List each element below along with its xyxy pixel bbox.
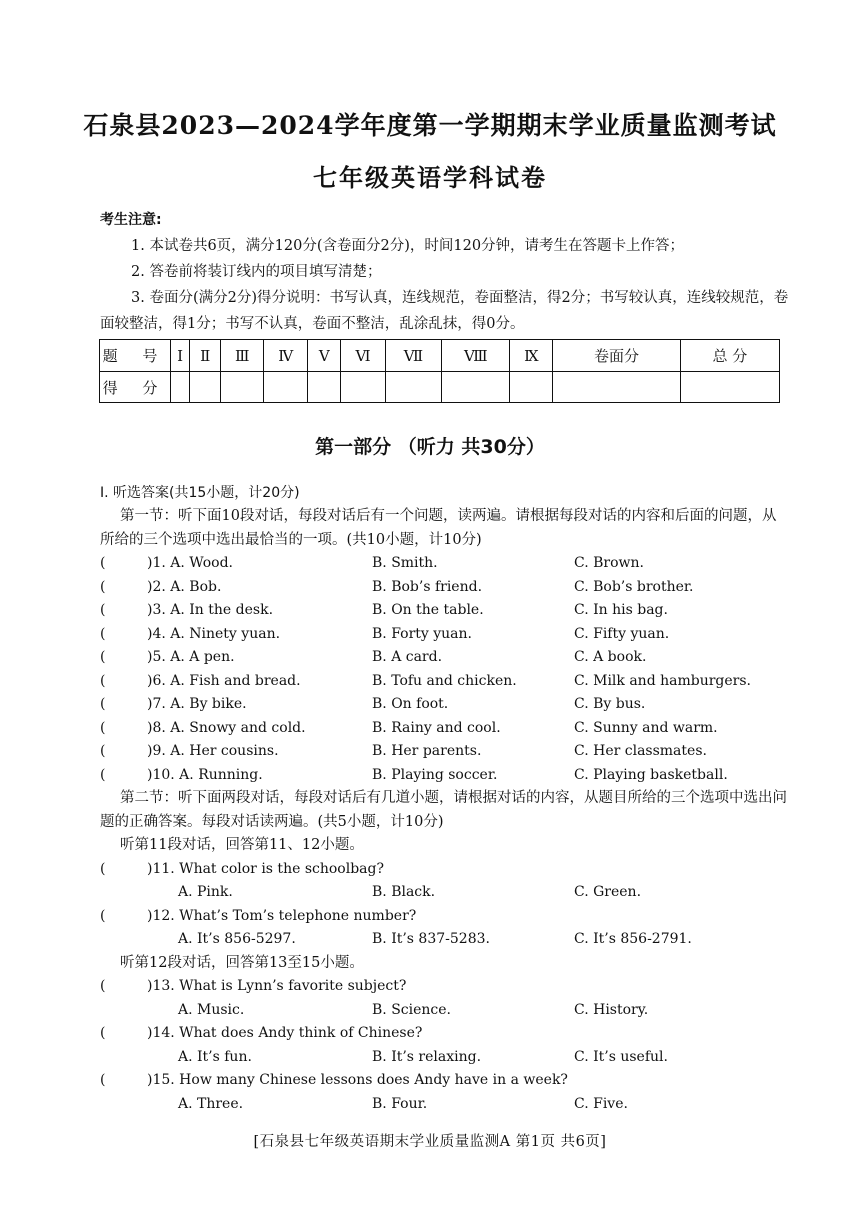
score-cell — [442, 372, 510, 403]
option-b: B. It’s 837-5283. — [372, 931, 490, 947]
option-c: C. History. — [574, 1001, 649, 1018]
question-option-a: )9. A. Her cousins. — [147, 743, 279, 759]
notice-item: 2. 答卷前将装订线内的项目填写清楚； — [131, 264, 382, 280]
col-header: 卷面分 — [553, 340, 680, 372]
answer-paren: ( — [100, 766, 106, 783]
score-cell — [264, 372, 308, 403]
answer-paren: ( — [100, 907, 106, 924]
option-c: C. Fifty yuan. — [574, 625, 670, 642]
question-row — [100, 905, 790, 929]
answer-paren: ( — [100, 696, 106, 712]
question-option-a: )8. A. Snowy and cold. — [147, 719, 306, 736]
score-cell — [190, 372, 221, 403]
col-header: Ⅴ — [308, 340, 341, 372]
option-b: B. It’s relaxing. — [372, 1048, 482, 1065]
answer-paren: ( — [100, 978, 106, 994]
score-table-header-row — [100, 340, 780, 372]
option-b: B. A card. — [372, 649, 443, 665]
section-intro-1: 第一节：听下面10段对话，每段对话后有一个问题，读两遍。请根据每段对话的内容和后面的问题，从所给的三个选项中选出最恰当的一项。(共10小题，计10分) — [100, 508, 777, 548]
option-c: C. Five. — [574, 1095, 628, 1112]
exam-title: 石泉县2023—2024学年度第一学期期末学业质量监测考试 — [83, 111, 777, 140]
option-c: C. Milk and hamburgers. — [574, 672, 751, 689]
question-row — [100, 717, 790, 741]
score-cell — [680, 372, 779, 403]
col-header: Ⅳ — [264, 340, 308, 372]
question-row — [100, 552, 790, 576]
exam-subtitle: 七年级英语学科试卷 — [313, 163, 547, 192]
answer-paren: ( — [100, 860, 106, 877]
dialog-instruction: 听第11段对话，回答第11、12小题。 — [120, 837, 364, 853]
question-option-a: )2. A. Bob. — [147, 578, 222, 595]
option-b: B. Black. — [372, 884, 436, 900]
question-option-a: )7. A. By bike. — [147, 696, 247, 712]
option-c: C. Sunny and warm. — [574, 719, 718, 736]
question-option-a: )1. A. Wood. — [147, 555, 233, 571]
option-c: C. Green. — [574, 884, 642, 900]
question-row — [100, 670, 790, 694]
notice-item: 1. 本试卷共6页，满分120分(含卷面分2分)，时间120分钟，请考生在答题卡上作答； — [131, 238, 685, 254]
score-cell — [308, 372, 341, 403]
section-heading: Ⅰ. 听选答案(共15小题，计20分) — [100, 485, 300, 501]
option-c: C. Brown. — [574, 555, 644, 571]
score-cell — [553, 372, 680, 403]
option-b: B. Rainy and cool. — [372, 719, 501, 736]
option-b: B. On foot. — [372, 696, 449, 712]
answer-paren: ( — [100, 649, 106, 665]
part-title: 第一部分 （听力 共30分） — [315, 436, 545, 458]
question-option-a: )3. A. In the desk. — [147, 602, 274, 618]
options-row — [100, 928, 790, 952]
question-row — [100, 1022, 790, 1046]
answer-paren: ( — [100, 743, 106, 759]
option-b: B. On the table. — [372, 602, 484, 618]
option-a: A. Music. — [178, 1001, 245, 1018]
score-cell — [341, 372, 386, 403]
question-row — [100, 623, 790, 647]
question-text: )14. What does Andy think of Chinese? — [147, 1025, 423, 1041]
col-header: Ⅶ — [385, 340, 441, 372]
answer-paren: ( — [100, 602, 106, 618]
score-table-score-row — [100, 372, 780, 403]
option-b: B. Four. — [372, 1095, 428, 1112]
option-a: A. It’s fun. — [178, 1048, 252, 1065]
question-row — [100, 858, 790, 882]
col-header: 总 分 — [680, 340, 779, 372]
question-option-a: )10. A. Running. — [147, 766, 263, 783]
answer-paren: ( — [100, 672, 106, 689]
answer-paren: ( — [100, 1025, 106, 1041]
row-label-question-number: 题 号 — [100, 340, 171, 372]
score-table — [99, 339, 780, 403]
question-text: )13. What is Lynn’s favorite subject? — [147, 978, 407, 994]
col-header: Ⅰ — [171, 340, 190, 372]
option-b: B. Smith. — [372, 555, 438, 571]
option-c: C. Bob’s brother. — [574, 578, 694, 595]
col-header: Ⅷ — [442, 340, 510, 372]
option-b: B. Bob’s friend. — [372, 578, 483, 595]
question-row — [100, 646, 790, 670]
option-c: C. It’s useful. — [574, 1048, 668, 1065]
col-header: Ⅵ — [341, 340, 386, 372]
answer-paren: ( — [100, 578, 106, 595]
question-row — [100, 576, 790, 600]
section-intro-2: 第二节：听下面两段对话，每段对话后有几道小题，请根据对话的内容，从题目所给的三个选项中选出问题的正确答案。每段对话读两遍。(共5小题，计10分) — [100, 790, 787, 830]
question-row — [100, 693, 790, 717]
option-c: C. It’s 856-2791. — [574, 931, 692, 947]
question-option-a: )6. A. Fish and bread. — [147, 672, 301, 689]
option-c: C. Playing basketball. — [574, 766, 728, 783]
question-row — [100, 599, 790, 623]
option-b: B. Her parents. — [372, 743, 482, 759]
col-header: Ⅲ — [221, 340, 264, 372]
answer-paren: ( — [100, 1072, 106, 1088]
candidate-notice — [100, 207, 790, 337]
score-cell — [385, 372, 441, 403]
col-header: Ⅸ — [510, 340, 553, 372]
question-row — [100, 764, 790, 788]
option-c: C. A book. — [574, 649, 647, 665]
question-text: )11. What color is the schoolbag? — [147, 860, 384, 877]
score-cell — [510, 372, 553, 403]
page-footer: [石泉县七年级英语期末学业质量监测A 第1页 共6页] — [253, 1134, 607, 1150]
col-header: Ⅱ — [190, 340, 221, 372]
option-c: C. Her classmates. — [574, 743, 707, 759]
row-label-score: 得 分 — [100, 372, 171, 403]
options-row — [100, 999, 790, 1023]
option-c: C. By bus. — [574, 696, 646, 712]
listening-section — [100, 481, 790, 1116]
option-b: B. Tofu and chicken. — [372, 672, 517, 689]
question-text: )12. What’s Tom’s telephone number? — [147, 907, 417, 924]
option-a: A. It’s 856-5297. — [178, 931, 296, 947]
question-row — [100, 1069, 790, 1093]
question-option-a: )5. A. A pen. — [147, 649, 235, 665]
question-list-1 — [100, 552, 790, 787]
option-b: B. Science. — [372, 1001, 451, 1018]
option-b: B. Forty yuan. — [372, 625, 472, 642]
question-row — [100, 975, 790, 999]
option-a: A. Pink. — [178, 884, 233, 900]
score-cell — [171, 372, 190, 403]
options-row — [100, 1046, 790, 1070]
question-text: )15. How many Chinese lessons does Andy have in a week? — [147, 1072, 568, 1088]
score-cell — [221, 372, 264, 403]
answer-paren: ( — [100, 555, 106, 571]
question-row — [100, 740, 790, 764]
option-c: C. In his bag. — [574, 602, 668, 618]
option-b: B. Playing soccer. — [372, 766, 498, 783]
options-row — [100, 1093, 790, 1117]
answer-paren: ( — [100, 625, 106, 642]
notice-item: 3. 卷面分(满分2分)得分说明：书写认真，连线规范，卷面整洁，得2分；书写较认真，连线较规范，卷面较整洁，得1分；书写不认真，卷面不整洁，乱涂乱抹，得0分。 — [100, 290, 789, 332]
options-row — [100, 881, 790, 905]
option-a: A. Three. — [178, 1095, 244, 1112]
question-option-a: )4. A. Ninety yuan. — [147, 625, 281, 642]
notice-heading: 考生注意: — [100, 212, 162, 228]
answer-paren: ( — [100, 719, 106, 736]
dialog-instruction: 听第12段对话，回答第13至15小题。 — [120, 954, 364, 971]
